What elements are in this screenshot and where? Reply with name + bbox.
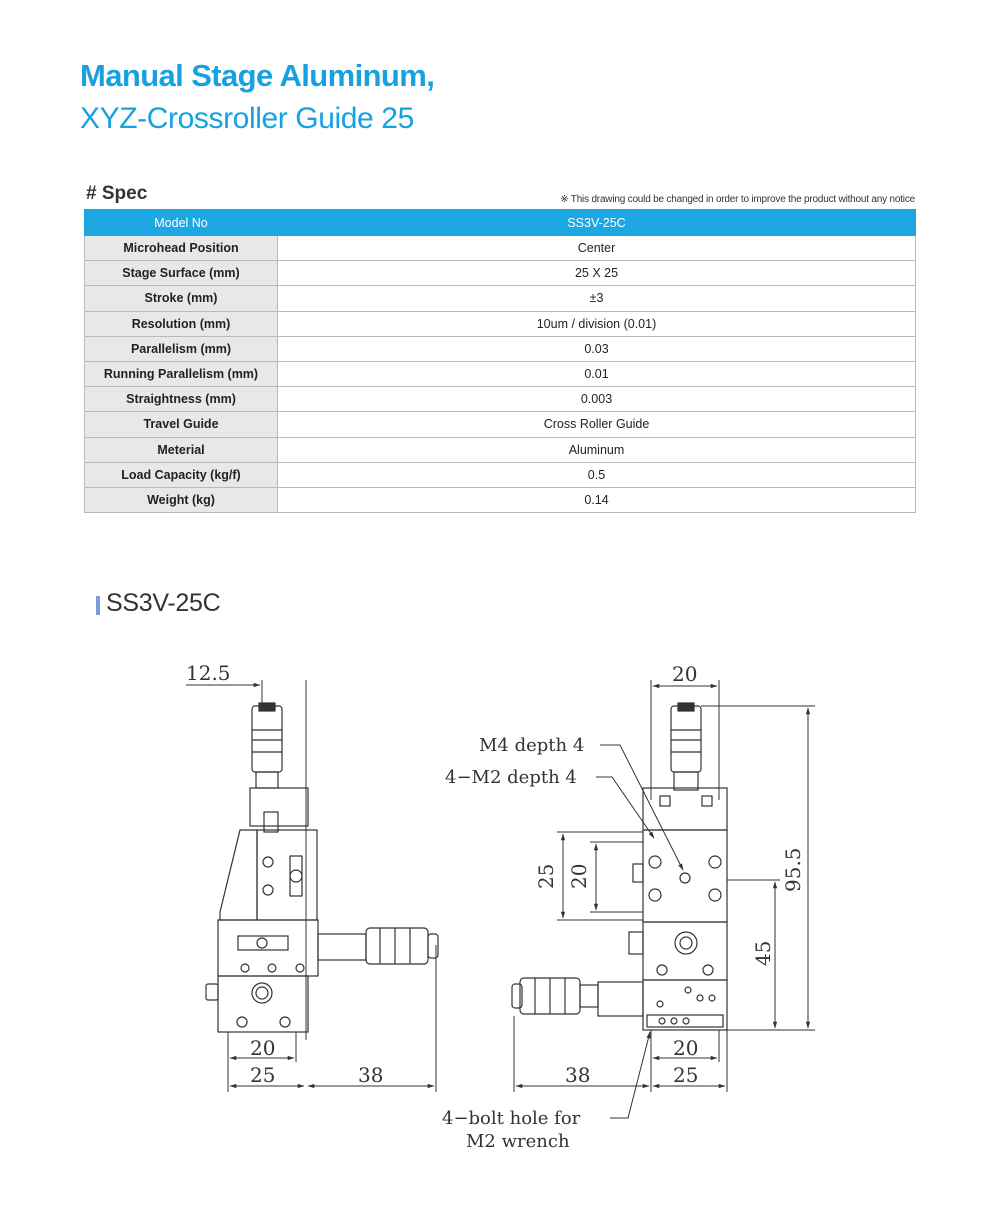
right-dim-45: 45	[751, 940, 775, 966]
row-key: Resolution (mm)	[85, 311, 278, 336]
row-value: 0.5	[278, 462, 916, 487]
row-value: 10um / division (0.01)	[278, 311, 916, 336]
left-dim-20: 20	[250, 1036, 276, 1060]
right-dim-25b: 25	[673, 1063, 699, 1087]
left-dim-38: 38	[358, 1063, 384, 1087]
table-row	[85, 311, 916, 336]
table-row	[85, 462, 916, 487]
technical-drawing	[0, 640, 1000, 1180]
left-dim-top: 12.5	[186, 661, 231, 685]
spec-heading: # Spec	[86, 183, 148, 204]
label-bolt-hole: 4−bolt hole for	[442, 1108, 581, 1129]
notice-text: ※ This drawing could be changed in order to improve the product without any notice	[560, 194, 915, 205]
row-value: 0.003	[278, 387, 916, 412]
table-row	[85, 412, 916, 437]
row-key: Microhead Position	[85, 236, 278, 261]
row-key: Running Parallelism (mm)	[85, 361, 278, 386]
page-subtitle: XYZ-Crossroller Guide 25	[80, 102, 414, 135]
page-title: Manual Stage Aluminum,	[80, 58, 435, 93]
row-key: Travel Guide	[85, 412, 278, 437]
table-row	[85, 336, 916, 361]
row-key: Meterial	[85, 437, 278, 462]
row-value: 0.03	[278, 336, 916, 361]
left-dimensions	[186, 680, 436, 1092]
row-value: Center	[278, 236, 916, 261]
table-header-row	[85, 210, 916, 236]
row-key: Stage Surface (mm)	[85, 261, 278, 286]
row-value: 0.01	[278, 361, 916, 386]
table-row	[85, 286, 916, 311]
section-marker	[96, 596, 100, 615]
right-dim-top: 20	[672, 662, 698, 686]
table-row	[85, 361, 916, 386]
table-row	[85, 387, 916, 412]
table-row	[85, 487, 916, 512]
right-dim-95: 95.5	[781, 847, 805, 892]
row-key: Straightness (mm)	[85, 387, 278, 412]
header-key: Model No	[85, 210, 278, 236]
label-m2-wrench: M2 wrench	[466, 1131, 570, 1152]
row-value: 25 X 25	[278, 261, 916, 286]
row-value: Aluminum	[278, 437, 916, 462]
row-key: Stroke (mm)	[85, 286, 278, 311]
row-value: Cross Roller Guide	[278, 412, 916, 437]
spec-table	[84, 209, 916, 513]
right-dim-38: 38	[565, 1063, 591, 1087]
table-row	[85, 261, 916, 286]
left-view	[206, 703, 438, 1032]
row-key: Load Capacity (kg/f)	[85, 462, 278, 487]
label-m4-depth: M4 depth 4	[479, 735, 585, 756]
left-dim-25: 25	[250, 1063, 276, 1087]
table-row	[85, 236, 916, 261]
model-heading: SS3V-25C	[106, 589, 221, 617]
right-dim-20v: 20	[567, 863, 591, 889]
row-key: Parallelism (mm)	[85, 336, 278, 361]
row-value: 0.14	[278, 487, 916, 512]
label-m2-depth: 4−M2 depth 4	[445, 767, 577, 788]
right-dim-20b: 20	[673, 1036, 699, 1060]
header-value: SS3V-25C	[278, 210, 916, 236]
table-row	[85, 437, 916, 462]
row-value: ±3	[278, 286, 916, 311]
row-key: Weight (kg)	[85, 487, 278, 512]
right-dim-25: 25	[534, 863, 558, 889]
